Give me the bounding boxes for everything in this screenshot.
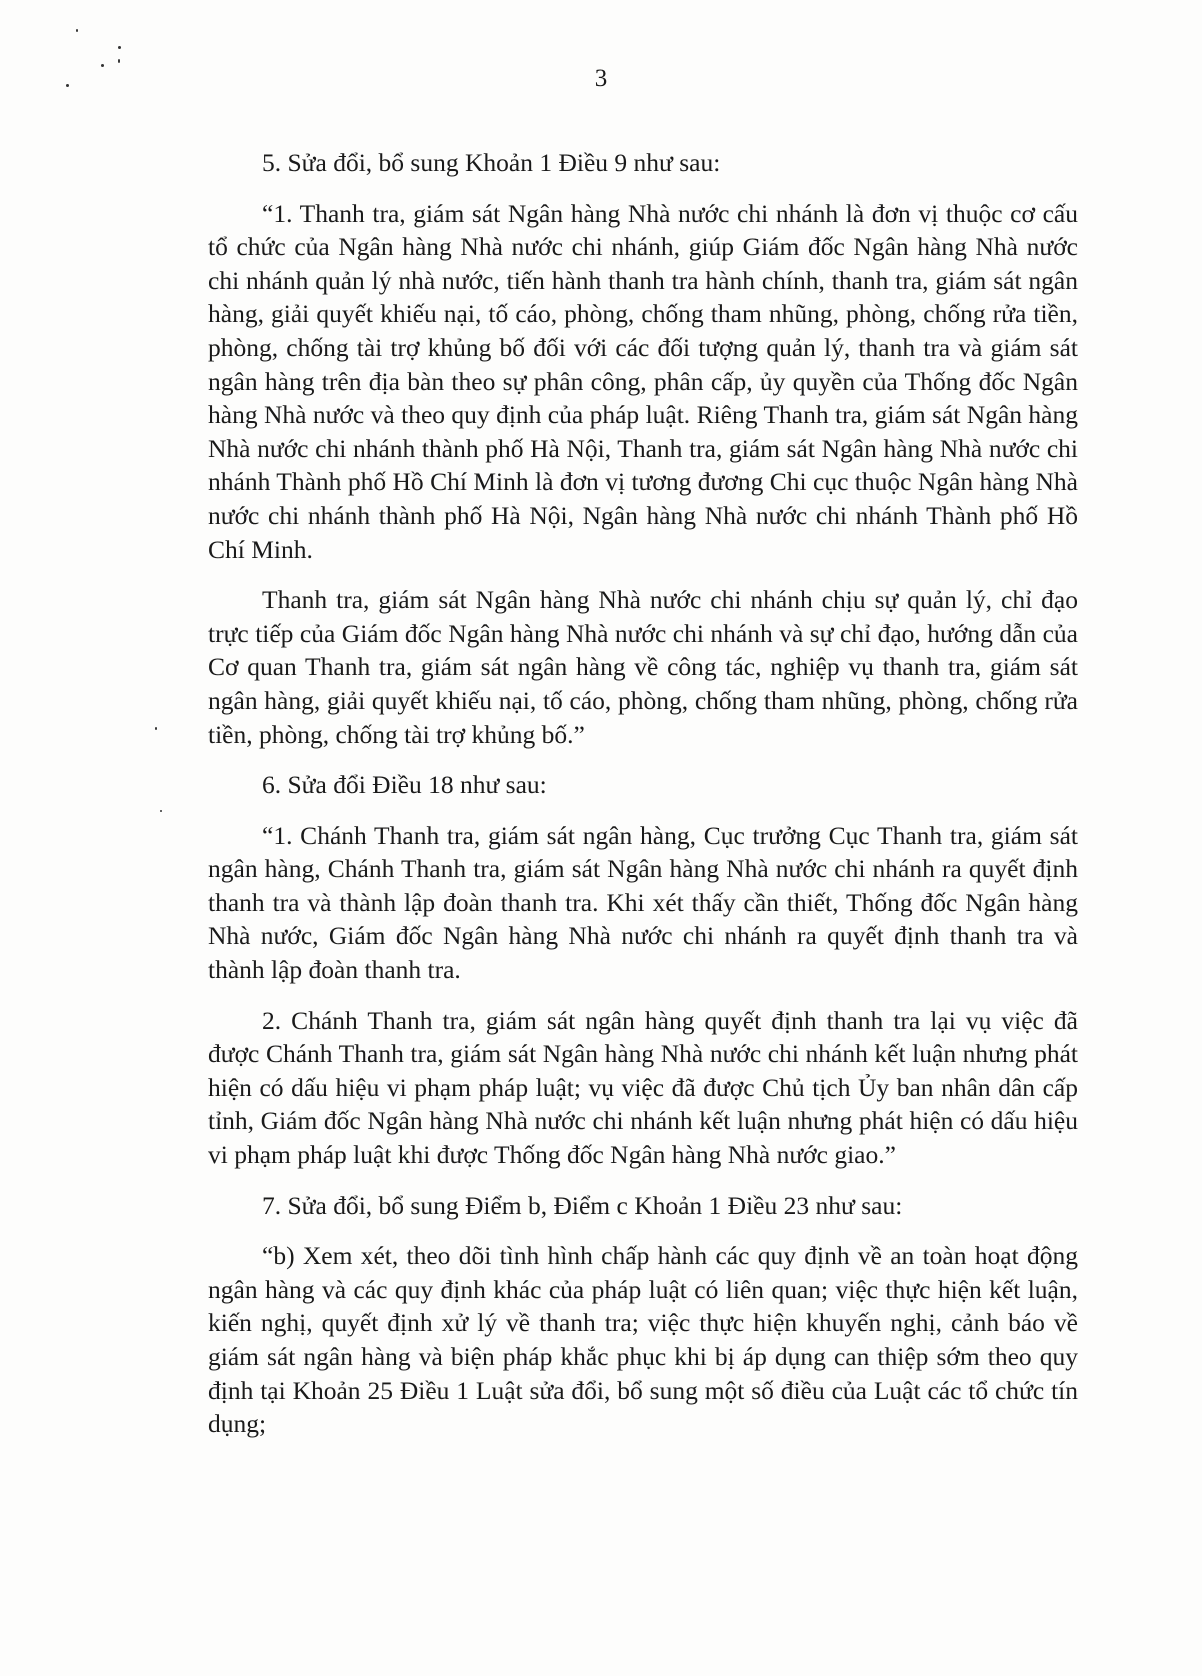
- article-23-point-b-text: “b) Xem xét, theo dõi tình hình chấp hành các quy định về an toàn hoạt động ngân hàng và các quy định khác của pháp luật có liên quan; việc thực hiện kết luận, kiến nghị, quyết định xử lý về thanh tra; việc thực hiện khuyến nghị, cảnh báo về giám sát ngân hàng và biện pháp khắc phục khi bị áp dụng can thiệp sớm theo quy định tại Khoản 25 Điều 1 Luật sửa đổi, bổ sung một số điều của Luật các tổ chức tín dụng;: [208, 1241, 1078, 1439]
- article-9-supervision-text: Thanh tra, giám sát Ngân hàng Nhà nước chi nhánh chịu sự quản lý, chỉ đạo trực tiếp của Giám đốc Ngân hàng Nhà nước chi nhánh và sự chỉ đạo, hướng dẫn của Cơ quan Thanh tra, giám sát ngân hàng về công tác, nghiệp vụ thanh tra, giám sát ngân hàng, giải quyết khiếu nại, tố cáo, phòng, chống tham nhũng, phòng, chống rửa tiền, phòng, chống tài trợ khủng bố.”: [208, 585, 1078, 749]
- article-18-clause-1-text: “1. Chánh Thanh tra, giám sát ngân hàng, Cục trưởng Cục Thanh tra, giám sát ngân hàng, Chánh Thanh tra, giám sát Ngân hàng Nhà nước chi nhánh ra quyết định thanh tra và thành lập đoàn thanh tra. Khi xét thấy cần thiết, Thống đốc Ngân hàng Nhà nước, Giám đốc Ngân hàng Nhà nước chi nhánh ra quyết định thanh tra và thành lập đoàn thanh tra.: [208, 820, 1078, 985]
- scan-speck: [118, 59, 120, 63]
- section-7-heading: 7. Sửa đổi, bổ sung Điểm b, Điểm c Khoản 1 Điều 23 như sau:: [262, 1190, 903, 1220]
- scan-speck: [76, 29, 78, 32]
- scan-speck: [118, 46, 121, 49]
- document-body: [208, 146, 1078, 1441]
- article-9-clause-1-text: “1. Thanh tra, giám sát Ngân hàng Nhà nước chi nhánh là đơn vị thuộc cơ cấu tổ chức của Ngân hàng Nhà nước chi nhánh, giúp Giám đốc Ngân hàng Nhà nước chi nhánh quản lý nhà nước, tiến hành thanh tra hành chính, thanh tra, giám sát ngân hàng, giải quyết khiếu nại, tố cáo, phòng, chống tham nhũng, phòng, chống rửa tiền, phòng, chống tài trợ khủng bố đối với các đối tượng quản lý, thanh tra và giám sát ngân hàng trên địa bàn theo sự phân công, phân cấp, ủy quyền của Thống đốc Ngân hàng Nhà nước và theo quy định của pháp luật. Riêng Thanh tra, giám sát Ngân hàng Nhà nước chi nhánh thành phố Hà Nội, Thanh tra, giám sát Ngân hàng Nhà nước chi nhánh Thành phố Hồ Chí Minh là đơn vị tương đương Chi cục thuộc Ngân hàng Nhà nước chi nhánh thành phố Hà Nội, Ngân hàng Nhà nước chi nhánh Thành phố Hồ Chí Minh.: [208, 198, 1078, 564]
- scan-speck: [160, 810, 162, 812]
- section-6-heading: 6. Sửa đổi Điều 18 như sau:: [262, 770, 547, 800]
- section-5-heading: 5. Sửa đổi, bổ sung Khoản 1 Điều 9 như sau:: [262, 148, 721, 177]
- page-number: 3: [594, 65, 608, 92]
- article-18-clause-2-text: 2. Chánh Thanh tra, giám sát ngân hàng quyết định thanh tra lại vụ việc đã được Chánh Thanh tra, giám sát Ngân hàng Nhà nước chi nhánh kết luận nhưng phát hiện có dấu hiệu vi phạm pháp luật; vụ việc đã được Chủ tịch Ủy ban nhân dân cấp tỉnh, Giám đốc Ngân hàng Nhà nước chi nhánh kết luận nhưng phát hiện có dấu hiệu vi phạm pháp luật khi được Thống đốc Ngân hàng Nhà nước giao.”: [208, 1005, 1078, 1170]
- scan-speck: [155, 727, 157, 730]
